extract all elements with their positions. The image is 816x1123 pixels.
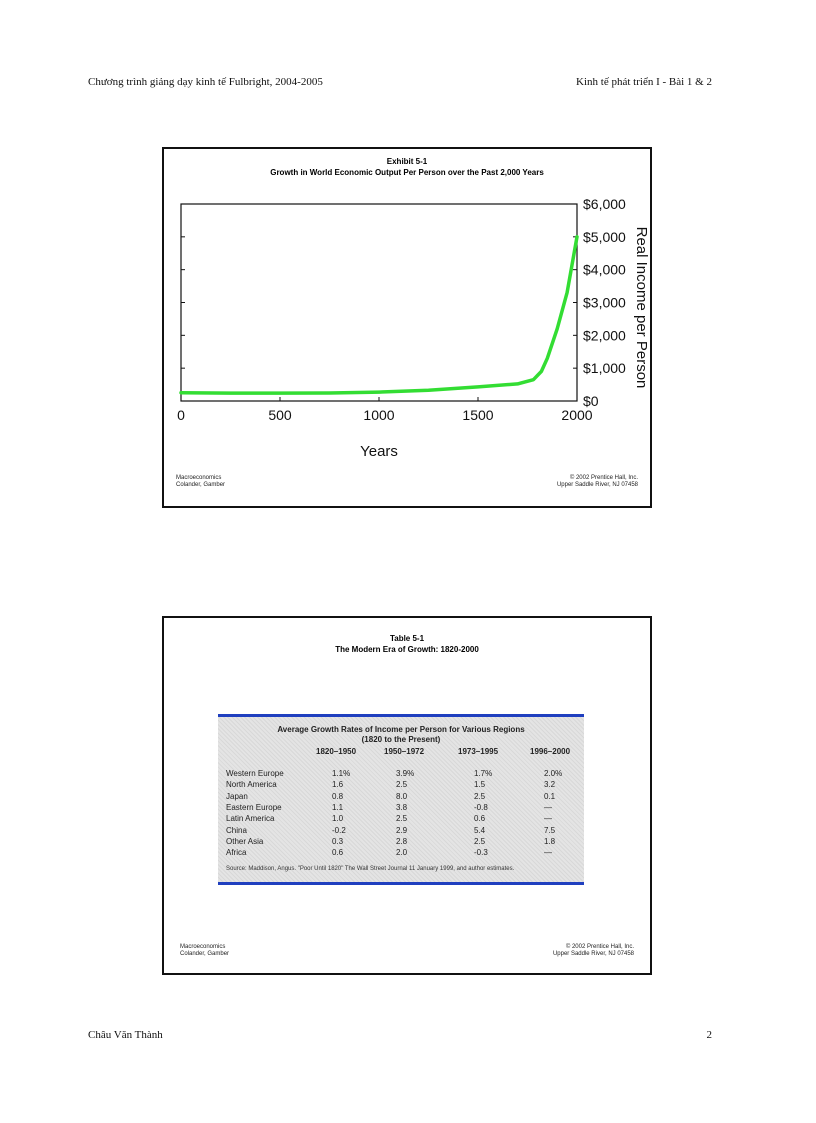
table-cell: 7.5 [544, 825, 556, 835]
y-tick-label: $6,000 [583, 196, 626, 212]
table-cell: 3.9% [396, 769, 415, 778]
x-tick-label: 1000 [363, 407, 395, 423]
table-source: Source: Maddison, Angus. "Poor Until 1820" The Wall Street Journal 11 January 1999, and author estimates. [226, 866, 515, 872]
growth-table [218, 714, 584, 885]
page-footer-author: Châu Văn Thành [88, 1029, 163, 1041]
y-tick-label: $0 [583, 393, 599, 409]
page-header-right: Kinh tế phát triển I - Bài 1 & 2 [576, 76, 712, 88]
source-authors: Colander, Gamber [180, 951, 230, 957]
col-header-1950-1972: 1950–1972 [384, 747, 425, 756]
table-cell: -0.8 [474, 802, 488, 812]
y-tick-label: $2,000 [583, 327, 626, 344]
table-cell: 0.6 [332, 848, 344, 858]
publisher-address: Upper Saddle River, NJ 07458 [552, 951, 634, 957]
table-cell: 5.4 [474, 825, 486, 835]
table-title: Average Growth Rates of Income per Person for Various Regions [277, 725, 525, 734]
slide-growth-table [162, 616, 652, 975]
source-authors: Colander, Gamber [176, 482, 226, 488]
row-region: Eastern Europe [226, 802, 282, 812]
row-region: China [226, 825, 247, 835]
slide1-source-right [557, 475, 638, 489]
publisher-address: Upper Saddle River, NJ 07458 [556, 482, 638, 488]
col-header-1996-2000: 1996–2000 [530, 747, 571, 756]
row-region: Africa [226, 848, 247, 858]
page-header-left: Chương trình giảng dạy kinh tế Fulbright, 2004-2005 [88, 76, 323, 88]
copyright: © 2002 Prentice Hall, Inc. [565, 944, 634, 950]
row-region: Japan [226, 791, 248, 801]
y-tick-label: $3,000 [583, 294, 626, 311]
x-tick-label: 2000 [561, 407, 593, 423]
plot-frame [181, 204, 577, 401]
row-region: Latin America [226, 814, 275, 824]
table-cell: 1.0 [332, 814, 344, 824]
table-cell: 0.8 [332, 791, 344, 801]
table-cell: — [544, 848, 552, 858]
table-cell: 2.5 [396, 780, 408, 790]
x-tick-label: 1500 [462, 407, 494, 423]
table-label: Table 5-1 [389, 634, 425, 643]
table-cell: -0.3 [474, 848, 488, 858]
row-region: Other Asia [226, 836, 264, 846]
table-cell: 1.1 [332, 802, 344, 812]
table-cell: 1.7% [474, 769, 493, 778]
chart-title: Growth in World Economic Output Per Person over the Past 2,000 Years [270, 168, 544, 177]
x-axis-label: Years [360, 443, 398, 460]
table-cell: 0.1 [544, 791, 556, 801]
slide-exhibit-chart [162, 147, 652, 508]
slide1-source-left [176, 475, 225, 489]
series-line-0 [181, 237, 577, 393]
y-axis-label: Real Income per Person [633, 226, 650, 389]
y-tick-label: $5,000 [583, 228, 626, 245]
col-header-1973-1995: 1973–1995 [458, 747, 499, 756]
row-region: Western Europe [226, 769, 284, 778]
table-cell: 1.6 [332, 780, 344, 790]
table-cell: 0.3 [332, 836, 344, 846]
slide2-source-right [553, 944, 634, 958]
exhibit-label: Exhibit 5-1 [386, 157, 428, 166]
table-cell: 8.0 [396, 791, 408, 801]
source-book: Macroeconomics [176, 475, 222, 481]
table-cell: 2.9 [396, 825, 408, 835]
page-number: 2 [706, 1029, 712, 1041]
col-header-1820-1950: 1820–1950 [316, 747, 357, 756]
table-cell: 2.0 [396, 848, 408, 858]
table-cell: 1.5 [474, 780, 486, 790]
table-cell: -0.2 [332, 825, 346, 835]
table-subtitle: (1820 to the Present) [361, 735, 441, 744]
table-cell: — [544, 802, 552, 812]
table-slide-title: The Modern Era of Growth: 1820-2000 [335, 645, 479, 654]
x-tick-label: 0 [177, 407, 185, 423]
table-cell: 3.8 [396, 802, 408, 812]
table-cell: 1.8 [544, 836, 556, 846]
table-cell: 1.1% [332, 769, 351, 778]
table-cell: — [544, 814, 552, 824]
y-tick-label: $4,000 [583, 261, 626, 278]
table-cell: 2.8 [396, 836, 408, 846]
table-cell: 0.6 [474, 814, 486, 824]
row-region: North America [226, 780, 277, 790]
slide2-source-left [180, 944, 229, 958]
line-chart [164, 189, 650, 479]
source-book: Macroeconomics [180, 944, 226, 950]
table-cell: 3.2 [544, 780, 556, 790]
table-cell: 2.0% [544, 769, 563, 778]
copyright: © 2002 Prentice Hall, Inc. [569, 475, 638, 481]
table-cell: 2.5 [474, 791, 486, 801]
table-cell: 2.5 [474, 836, 486, 846]
y-tick-label: $1,000 [583, 360, 626, 377]
table-cell: 2.5 [396, 814, 408, 824]
x-tick-label: 500 [268, 407, 292, 423]
